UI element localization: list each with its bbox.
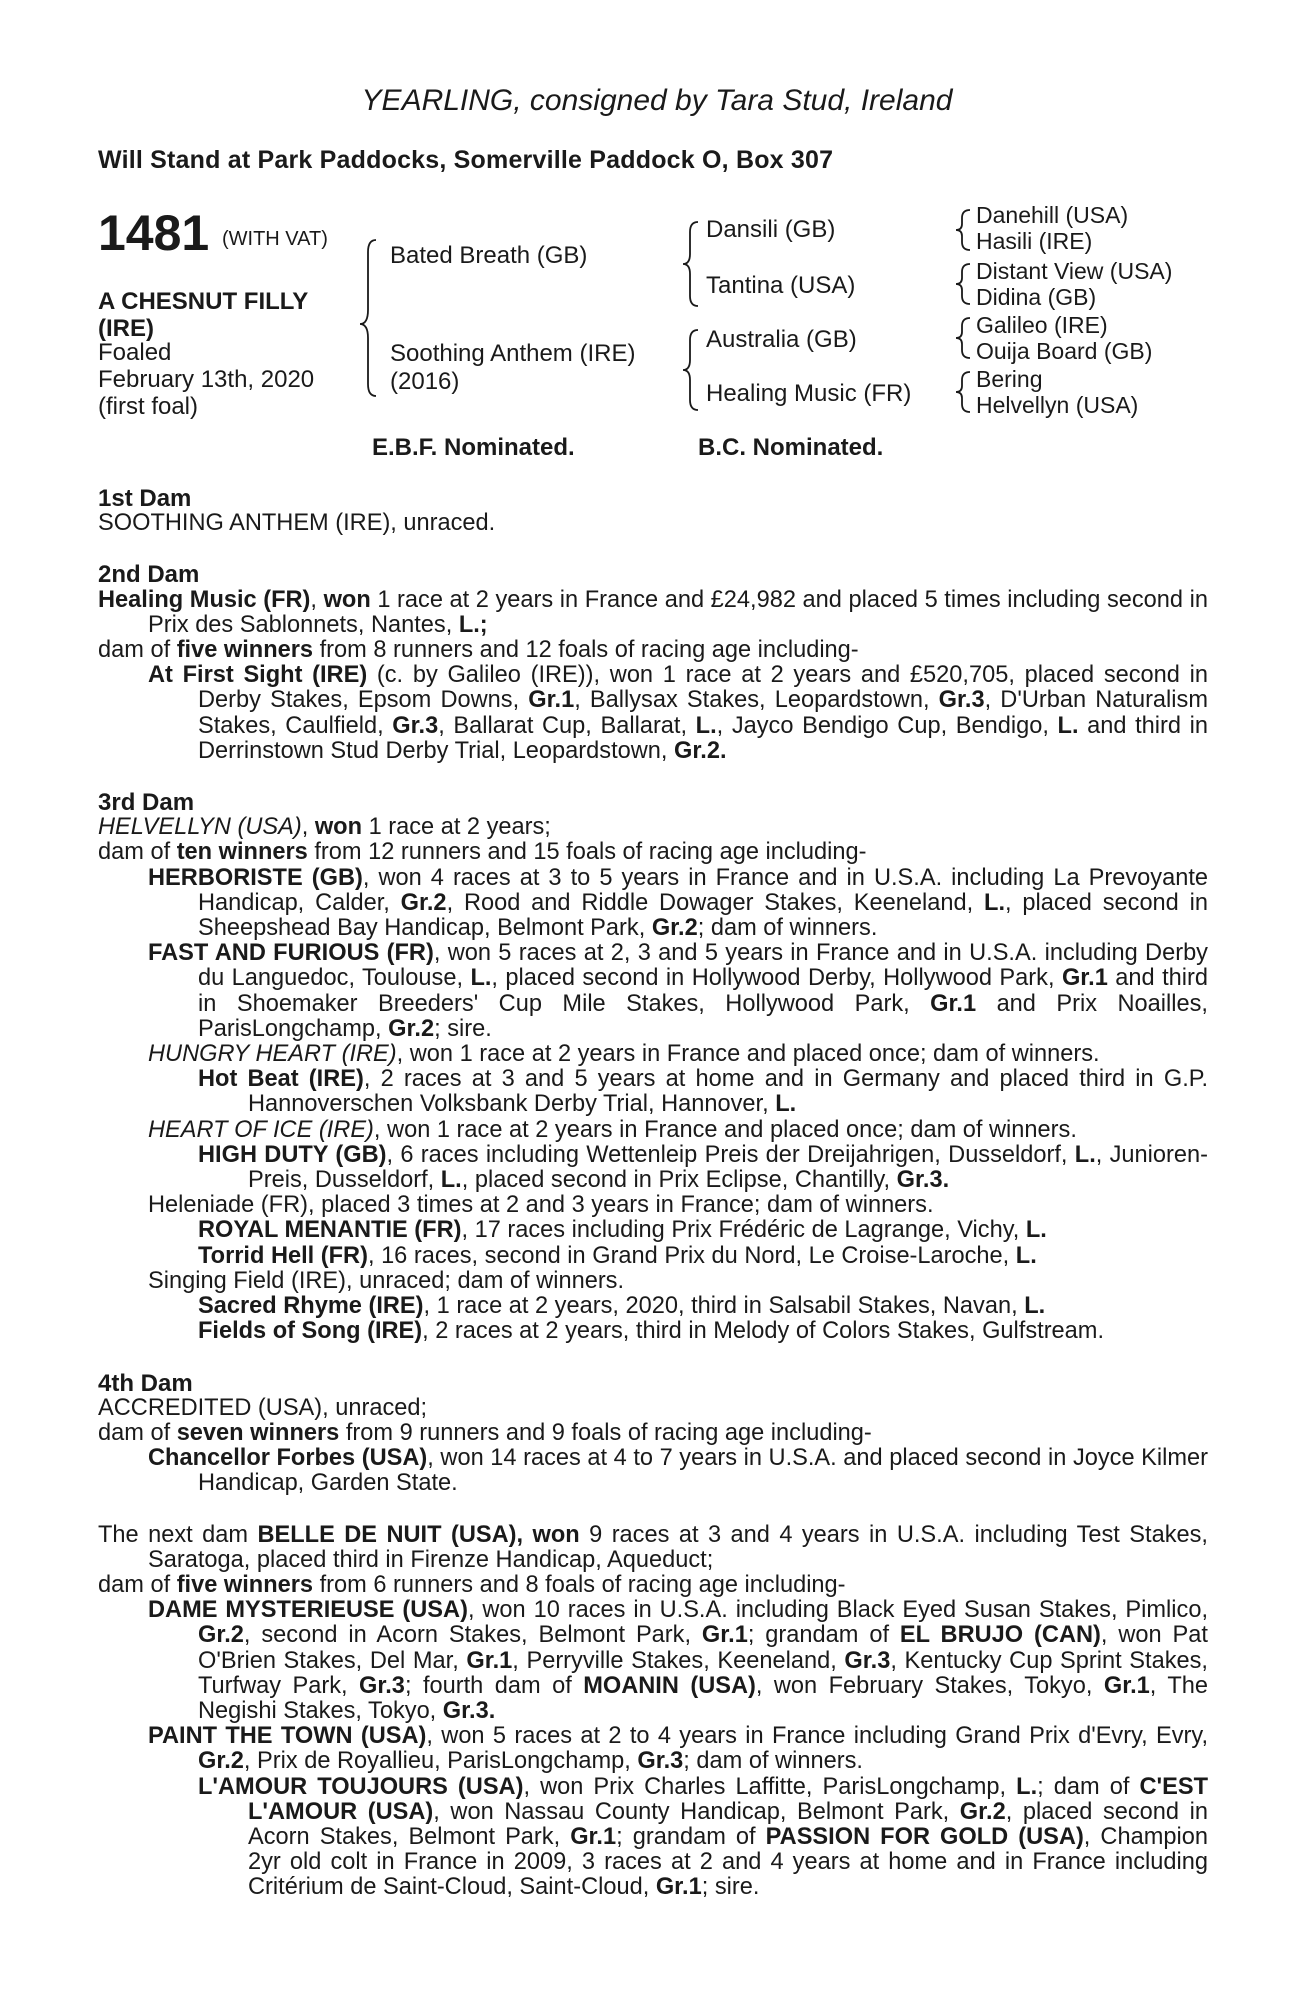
foaled-note: (first foal): [98, 393, 199, 420]
grade-label: Gr.1: [930, 990, 977, 1017]
grade-label: Gr.1: [570, 1823, 617, 1850]
record-text: , D'Urban Naturalism Stakes, Caulfield,: [198, 687, 1208, 739]
record-text: , Jayco Bendigo Cup, Bendigo,: [716, 712, 1058, 739]
record-text: ; dam of winners.: [697, 915, 878, 942]
record-text: , 2 races at 2 years, third in Melody of Colors Stakes, Gulfstream.: [422, 1318, 1105, 1345]
venue-line: Will Stand at Park Paddocks, Somerville Paddock O, Box 307: [98, 146, 834, 174]
grade-label: L.: [1015, 1242, 1037, 1269]
grade-label: L.: [695, 712, 717, 739]
horse-name: Torrid Hell (FR): [198, 1242, 368, 1269]
first-dam-section: [98, 486, 1208, 536]
grade-label: Gr.2: [198, 1748, 244, 1775]
horse-name: Fields of Song (IRE): [198, 1318, 423, 1345]
pedigree-gen3-2: Hasili (IRE): [976, 228, 1093, 254]
produce-record: [98, 1294, 1208, 1319]
produce-record: Singing Field (IRE), unraced; dam of winners.: [148, 1267, 625, 1294]
produce-record: [98, 866, 1208, 942]
winners-count: seven winners: [176, 1419, 340, 1446]
record-text: and third in Derrinstown Stud Derby Trial, Leopardstown,: [198, 712, 1208, 764]
record-text: ; sire.: [701, 1874, 760, 1901]
record-text: 1 race at 2 years;: [362, 814, 551, 841]
pedigree-gen3-8: Helvellyn (USA): [976, 392, 1139, 418]
ebf-nominated: E.B.F. Nominated.: [372, 434, 575, 461]
record-text: , won 4 races at 3 to 5 years in France and in U.S.A. including La Prevoyante Handicap, Calder,: [198, 864, 1208, 916]
record-text: , Champion 2yr old colt in France in 2009, 3 races at 2 and 4 years at home and in France including Critérium de Saint-Cloud, Saint-Cloud,: [248, 1823, 1208, 1901]
grade-label: Gr.3: [938, 687, 985, 714]
record-text: , Junioren-Preis, Dusseldorf,: [248, 1141, 1208, 1194]
horse-name: ROYAL MENANTIE (FR): [198, 1217, 462, 1244]
record-text: , Ballarat Cup, Ballarat,: [438, 712, 696, 739]
pedigree-gen3-3: Distant View (USA): [976, 258, 1173, 284]
pedigree-gen3-6: Ouija Board (GB): [976, 338, 1153, 364]
grade-label: Gr.3: [359, 1672, 405, 1699]
produce-record: [98, 1598, 1208, 1724]
grade-label: Gr.1: [1061, 965, 1108, 992]
next-dam-produce-line: [98, 1573, 1208, 1598]
record-text: ; fourth dam of: [404, 1672, 584, 1699]
fourth-dam-title: 4th Dam: [98, 1369, 193, 1397]
grade-label: Gr.3.: [442, 1697, 496, 1724]
dam-of-text: dam of: [98, 637, 177, 664]
pedigree-dam-year: (2016): [390, 368, 460, 395]
horse-name: HEART OF ICE (IRE): [148, 1116, 374, 1143]
grade-label: Gr.2: [651, 915, 698, 942]
horse-name: HERBORISTE (GB): [148, 864, 363, 891]
horse-name: PAINT THE TOWN (USA): [148, 1723, 427, 1750]
pedigree-gen3-7: Bering: [976, 366, 1043, 392]
record-text: , placed second in Prix Eclipse, Chantilly,: [461, 1167, 897, 1194]
grade-label: Gr.3: [637, 1748, 684, 1775]
record-text: , placed second in Sheepshead Bay Handicap, Belmont Park,: [198, 889, 1208, 942]
horse-name: Healing Music (FR): [98, 586, 311, 613]
record-text: and third in Shoemaker Breeders' Cup Mile Stakes, Hollywood Park,: [198, 965, 1208, 1017]
record-text: (c. by Galileo (IRE)), won 1 race at 2 years and £520,705, placed second in Derby Stakes, Epsom Downs,: [198, 662, 1208, 714]
pedigree-gen2-2: Tantina (USA): [706, 272, 856, 299]
record-text: ; grandam of: [747, 1622, 900, 1649]
record-text: , 16 races, second in Grand Prix du Nord, Le Croise-Laroche,: [367, 1242, 1016, 1269]
dam-of-text: from 8 runners and 12 foals of racing age including-: [313, 637, 859, 664]
grade-label: L.: [470, 965, 492, 992]
produce-record: [98, 1244, 1208, 1269]
dam-of-text: from 9 runners and 9 foals of racing age including-: [339, 1419, 872, 1446]
second-dam-title: 2nd Dam: [98, 561, 200, 589]
grade-label: Gr.3: [844, 1647, 891, 1674]
pedigree-dam: Soothing Anthem (IRE): [390, 340, 636, 367]
horse-name: At First Sight (IRE): [148, 662, 368, 689]
horse-name: BELLE DE NUIT (USA): [257, 1521, 517, 1548]
grade-label: L.: [1074, 1141, 1096, 1168]
produce-record: [98, 1067, 1208, 1117]
horse-name: Chancellor Forbes (USA): [148, 1445, 428, 1472]
fourth-dam-record: ACCREDITED (USA), unraced;: [98, 1394, 428, 1421]
second-dam-section: [98, 562, 1208, 764]
record-text: , 6 races including Wettenleip Preis der Dreijahrigen, Dusseldorf,: [386, 1141, 1075, 1168]
produce-record: [98, 1218, 1208, 1243]
produce-record: [98, 941, 1208, 1042]
record-text: The next dam: [98, 1521, 258, 1548]
produce-record: [98, 1775, 1208, 1901]
produce-record: [98, 663, 1208, 764]
fourth-dam-produce-line: [98, 1421, 1208, 1446]
record-text: , 1 race at 2 years, 2020, third in Salsabil Stakes, Navan,: [423, 1293, 1025, 1320]
pedigree-sire: Bated Breath (GB): [390, 242, 588, 269]
winners-count: ten winners: [176, 839, 308, 866]
won-label: won: [323, 586, 371, 613]
produce-record: [98, 1319, 1208, 1344]
horse-name: MOANIN (USA): [583, 1672, 756, 1699]
dam-of-text: from 6 runners and 8 foals of racing age including-: [313, 1571, 846, 1598]
horse-name: HUNGRY HEART (IRE): [148, 1041, 397, 1068]
third-dam-record: HELVELLYN (USA), won 1 race at 2 years;: [98, 814, 551, 841]
record-text: , won Prix Charles Laffitte, ParisLongchamp,: [523, 1773, 1017, 1800]
horse-name: PASSION FOR GOLD (USA): [765, 1823, 1084, 1850]
third-dam-title: 3rd Dam: [98, 789, 195, 817]
record-text: , Kentucky Cup Sprint Stakes, Turfway Park,: [198, 1647, 1208, 1699]
dam-of-text: dam of: [98, 839, 177, 866]
record-text: , Perryville Stakes, Keeneland,: [512, 1647, 845, 1674]
foaled-date: February 13th, 2020: [98, 366, 315, 393]
grade-label: Gr.3.: [896, 1167, 950, 1194]
winners-count: five winners: [176, 1571, 314, 1598]
horse-name: HELVELLYN (USA): [98, 814, 302, 841]
next-dam-section: [98, 1523, 1208, 1901]
grade-label: L.: [1016, 1773, 1038, 1800]
record-text: , won 5 races at 2, 3 and 5 years in France and in U.S.A. including Derby du Languedoc, Toulouse,: [198, 940, 1208, 992]
second-dam-produce-line: [98, 638, 1208, 663]
pedigree-gen2-1: Dansili (GB): [706, 216, 836, 243]
produce-record: [98, 1724, 1208, 1774]
record-text: 1 race at 2 years in France and £24,982 and placed 5 times including second in Prix des Sablonnets, Nantes,: [148, 586, 1208, 638]
produce-record: [98, 1143, 1208, 1193]
page-title: YEARLING, consigned by Tara Stud, Ireland: [361, 84, 953, 117]
record-text: , The Negishi Stakes, Tokyo,: [198, 1672, 1209, 1724]
record-text: , placed second in Acorn Stakes, Belmont Park,: [248, 1798, 1208, 1850]
horse-name: Hot Beat (IRE): [198, 1066, 364, 1093]
grade-label: Gr.3: [392, 712, 439, 739]
grade-label: L.: [1024, 1293, 1046, 1320]
record-text: , won Pat O'Brien Stakes, Del Mar,: [198, 1622, 1208, 1674]
grade-label: Gr.1: [655, 1874, 702, 1901]
won-label: won: [314, 814, 363, 841]
first-dam-text: SOOTHING ANTHEM (IRE), unraced.: [98, 510, 496, 537]
horse-name: L'AMOUR TOUJOURS (USA): [198, 1773, 524, 1800]
won-label: , won: [516, 1521, 580, 1548]
grade-label: Gr.2.: [674, 737, 727, 764]
horse-name: HIGH DUTY (GB): [198, 1141, 387, 1168]
first-dam-title: 1st Dam: [98, 485, 192, 512]
pedigree-gen2-3: Australia (GB): [706, 326, 857, 353]
lot-number: 1481: [98, 205, 210, 261]
record-text: , Prix de Royallieu, ParisLongchamp,: [243, 1748, 638, 1775]
next-dam-record: [98, 1523, 1208, 1573]
pedigree-gen3-1: Danehill (USA): [976, 202, 1129, 228]
foaled-label: Foaled: [98, 339, 172, 366]
third-dam-section: [98, 790, 1208, 1344]
grade-label: L.;: [458, 611, 488, 638]
record-text: , won 14 races at 4 to 7 years in U.S.A. and placed second in Joyce Kilmer Handicap, Garden State.: [198, 1445, 1209, 1497]
pedigree-gen2-4: Healing Music (FR): [706, 380, 912, 407]
grade-label: Gr.2: [959, 1798, 1006, 1825]
horse-name: EL BRUJO (CAN): [899, 1622, 1101, 1649]
record-text: , second in Acorn Stakes, Belmont Park,: [243, 1622, 702, 1649]
horse-name: FAST AND FURIOUS (FR): [148, 940, 434, 967]
record-text: , won February Stakes, Tokyo,: [755, 1672, 1104, 1699]
produce-record: [98, 1118, 1208, 1143]
produce-record: [98, 1042, 1208, 1067]
grade-label: L.: [1057, 712, 1079, 739]
second-dam-record: Healing Music (FR), won 1 race at 2 years in France and £24,982 and placed 5 times including second in Prix des Sablonnets, Nantes, L.;: [98, 586, 1208, 638]
record-text: ; sire.: [434, 1015, 492, 1042]
bc-nominated: B.C. Nominated.: [698, 434, 884, 461]
pedigree-gen3-4: Didina (GB): [976, 284, 1097, 310]
record-text: , won Nassau County Handicap, Belmont Park,: [433, 1798, 960, 1825]
lot-desc-line2: (IRE): [98, 315, 154, 342]
grade-label: Gr.1: [701, 1622, 748, 1649]
fourth-dam-section: [98, 1371, 1208, 1497]
record-text: , won 1 race at 2 years in France and placed once; dam of winners.: [373, 1116, 1077, 1143]
lot-desc-line1: A CHESNUT FILLY: [98, 288, 309, 315]
record-text: ; dam of winners.: [683, 1748, 863, 1775]
horse-name: DAME MYSTERIEUSE (USA): [148, 1597, 468, 1624]
third-dam-produce-line: [98, 840, 1208, 865]
catalogue-body: [98, 486, 1208, 1901]
record-text: , 17 races including Prix Frédéric de Lagrange, Vichy,: [461, 1217, 1026, 1244]
grade-label: L.: [1025, 1217, 1047, 1244]
pedigree-gen3-5: Galileo (IRE): [976, 312, 1108, 338]
produce-record: Heleniade (FR), placed 3 times at 2 and 3 years in France; dam of winners.: [148, 1192, 934, 1219]
grade-label: Gr.2: [198, 1622, 244, 1649]
grade-label: Gr.2: [388, 1015, 435, 1042]
vat-note: (WITH VAT): [222, 228, 328, 250]
dam-of-text: dam of: [98, 1571, 177, 1598]
winners-count: five winners: [176, 637, 314, 664]
record-text: and Prix Noailles, ParisLongchamp,: [198, 990, 1208, 1042]
grade-label: Gr.1: [1103, 1672, 1150, 1699]
record-text: , placed second in Hollywood Derby, Hollywood Park,: [491, 965, 1062, 992]
grade-label: L.: [440, 1167, 462, 1194]
dam-of-text: from 12 runners and 15 foals of racing age including-: [307, 839, 867, 866]
record-text: , Rood and Riddle Dowager Stakes, Keeneland,: [446, 889, 985, 916]
grade-label: Gr.1: [528, 687, 575, 714]
dam-of-text: dam of: [98, 1419, 177, 1446]
horse-name: C'EST L'AMOUR (USA): [248, 1773, 1208, 1825]
grade-label: L.: [984, 889, 1005, 916]
record-text: 9 races at 3 and 4 years in U.S.A. including Test Stakes, Saratoga, placed third in Firenze Handicap, Aqueduct;: [148, 1521, 1208, 1573]
grade-label: Gr.1: [466, 1647, 513, 1674]
grade-label: Gr.2: [400, 889, 447, 916]
record-text: , won 5 races at 2 to 4 years in France including Grand Prix d'Evry, Evry,: [426, 1723, 1209, 1750]
record-text: ; grandam of: [616, 1823, 766, 1850]
record-text: , Ballysax Stakes, Leopardstown,: [574, 687, 939, 714]
record-text: ; dam of: [1037, 1773, 1140, 1800]
horse-name: Sacred Rhyme (IRE): [198, 1293, 424, 1320]
produce-record: [98, 1446, 1208, 1496]
grade-label: L.: [775, 1091, 797, 1118]
record-text: , 2 races at 3 and 5 years at home and in Germany and placed third in G.P. Hannoverschen Volksbank Derby Trial, Hannover,: [248, 1066, 1209, 1118]
record-text: , won 10 races in U.S.A. including Black Eyed Susan Stakes, Pimlico,: [467, 1597, 1208, 1624]
record-text: , won 1 race at 2 years in France and placed once; dam of winners.: [396, 1041, 1100, 1068]
